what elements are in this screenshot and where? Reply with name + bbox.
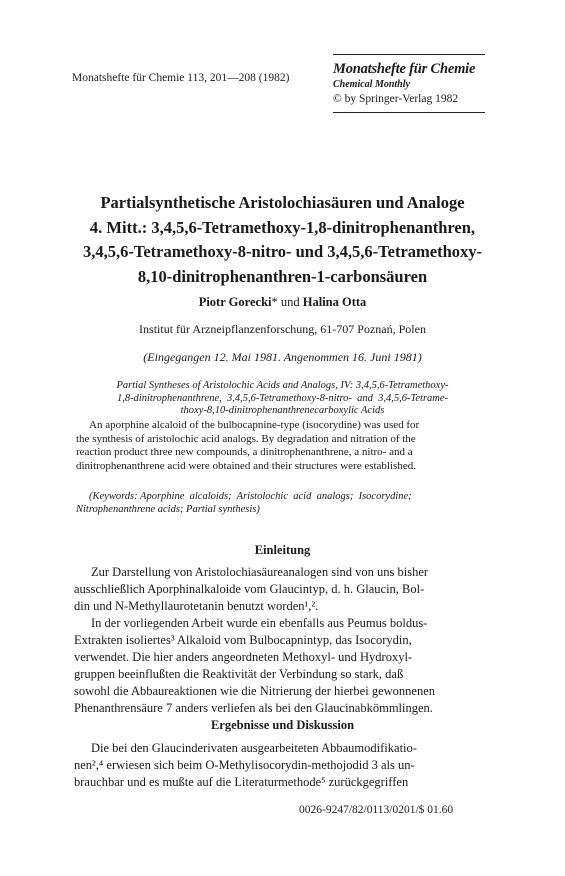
- body-line: Phenanthrensäure 7 anders verliefen als bei den Glaucinabkömmlingen.: [74, 701, 433, 715]
- title-line: Partialsynthetische Aristolochiasäuren und Analoge: [100, 193, 465, 212]
- body-line: gruppen beeinflußten die Reaktivität der Verbindung so stark, daß: [74, 667, 404, 681]
- abstract: [76, 419, 489, 473]
- title-line: 3,4,5,6-Tetramethoxy-8-nitro- und 3,4,5,6-Tetramethoxy-: [82, 242, 483, 261]
- body-line: brauchbar und es mußte auf die Literaturmethode⁵ zurückgegriffen: [74, 775, 409, 789]
- abstract-line: reaction product three new compounds, a dinitrophenanthrene, a nitro- and a: [76, 446, 413, 458]
- section-heading-ergebnisse: Ergebnisse und Diskussion: [210, 718, 355, 732]
- journal-name: Monatshefte für Chemie: [333, 61, 476, 77]
- corresponding-mark: *: [271, 295, 278, 309]
- results-body: [74, 740, 491, 791]
- keywords: [76, 490, 489, 516]
- copyright-line: © by Springer-Verlag 1982: [333, 93, 459, 105]
- brand-bottom-rule: [333, 112, 485, 113]
- body-line: Die bei den Glaucinderivaten ausgearbeiteten Abbaumodifikatio-: [91, 741, 417, 755]
- author-name: Piotr Gorecki: [198, 295, 272, 309]
- paper-title: [72, 191, 493, 289]
- author-name: Halina Otta: [302, 295, 367, 309]
- journal-subtitle: Chemical Monthly: [333, 79, 410, 90]
- body-line: din und N-Methyllaurotetanin benutzt worden¹,².: [74, 599, 319, 613]
- title-line: 8,10-dinitrophenanthren-1-carbonsäuren: [137, 266, 428, 286]
- body-line: ausschließlich Aporphinalkaloide vom Glaucintyp, d. h. Glaucin, Bol-: [74, 582, 425, 596]
- abstract-line: dinitrophenanthrene acid were obtained and their structures were established.: [76, 459, 416, 472]
- journal-brand-block: [333, 54, 485, 113]
- title-line: 4. Mitt.: 3,4,5,6-Tetramethoxy-1,8-dinitrophenanthren,: [89, 217, 476, 237]
- body-line: sowohl die Abbaureaktionen wie die Nitrierung der hierbei gewonnenen: [74, 684, 435, 698]
- body-line: Zur Darstellung von Aristolochiasäureanalogen sind von uns bisher: [91, 565, 429, 579]
- received-dates: (Eingegangen 12. Mai 1981. Angenommen 16. Juni 1981): [143, 350, 422, 364]
- issn-price-line: 0026-9247/82/0113/0201/$ 01.60: [299, 804, 454, 816]
- body-line: In der vorliegenden Arbeit wurde ein ebenfalls aus Peumus boldus-: [91, 616, 428, 630]
- english-title-line: 1,8-dinitrophenanthrene, 3,4,5,6-Tetramethoxy-8-nitro- and 3,4,5,6-Tetrame-: [116, 392, 449, 404]
- english-title: [76, 380, 489, 418]
- journal-citation: Monatshefte für Chemie 113, 201—208 (1982): [72, 72, 290, 84]
- author-conjunction: und: [277, 295, 303, 309]
- body-line: nen²,⁴ erwiesen sich beim O-Methylisocorydin-methojodid 3 als un-: [74, 758, 415, 772]
- affiliation: Institut für Arzneipflanzenforschung, 61-707 Poznań, Polen: [139, 322, 426, 336]
- body-line: Extrakten isoliertes³ Alkaloid vom Bulbocapnintyp, das Isocorydin,: [74, 633, 412, 647]
- english-title-line: thoxy-8,10-dinitrophenanthrenecarboxylic Acids: [180, 405, 385, 416]
- abstract-line: An aporphine alcaloid of the bulbocapnine-type (isocorydine) was used for: [89, 419, 420, 431]
- authors: [72, 295, 493, 310]
- brand-top-rule: [333, 54, 485, 55]
- abstract-line: the synthesis of aristolochic acid analogs. By degradation and nitration of the: [76, 432, 416, 445]
- section-heading-einleitung: Einleitung: [254, 543, 311, 557]
- intro-body: [74, 564, 491, 717]
- english-title-line: Partial Syntheses of Aristolochic Acids and Analogs, IV: 3,4,5,6-Tetramethoxy-: [116, 380, 449, 391]
- body-line: verwendet. Die hier anders angeordneten Methoxyl- und Hydroxyl-: [74, 650, 413, 664]
- keywords-line: (Keywords: Aporphine alcaloids; Aristolochic acid analogs; Isocorydine;: [89, 491, 412, 502]
- keywords-line: Nitrophenanthrene acids; Partial synthesis): [76, 504, 260, 515]
